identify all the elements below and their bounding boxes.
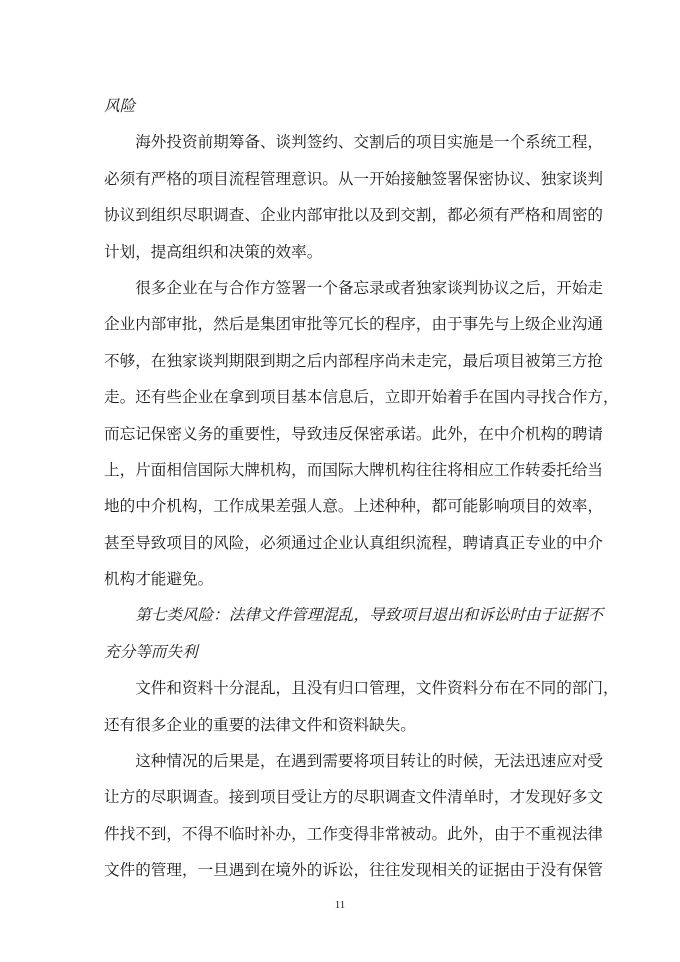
text-line: 必须有严格的项目流程管理意识。从一开始接触签署保密协议、独家谈判 [104, 169, 604, 188]
text-line: 协议到组织尽职调查、企业内部审批以及到交割，都必须有严格和周密的 [104, 206, 604, 225]
text-line: 海外投资前期筹备、谈判签约、交割后的项目实施是一个系统工程， [135, 133, 604, 152]
text-line: 不够，在独家谈判期限到期之后内部程序尚未走完，最后项目被第三方抢 [104, 351, 604, 370]
text-line: 走。还有些企业在拿到项目基本信息后，立即开始着手在国内寻找合作方， [104, 388, 619, 407]
page-number: 11 [334, 899, 346, 911]
text-line: 计划，提高组织和决策的效率。 [104, 242, 323, 261]
text-line: 甚至导致项目的风险，必须通过企业认真组织流程，聘请真正专业的中介 [104, 533, 604, 552]
text-line: 机构才能避免。 [104, 570, 214, 589]
text-line: 而忘记保密义务的重要性，导致违反保密承诺。此外，在中介机构的聘请 [104, 424, 604, 443]
text-line: 文件和资料十分混乱，且没有归口管理，文件资料分布在不同的部门， [135, 679, 619, 698]
section-heading-seventh-risk: 第七类风险：法律文件管理混乱，导致项目退出和诉讼时由于证据不 [135, 606, 603, 625]
text-line: 地的中介机构，工作成果差强人意。上述种种，都可能影响项目的效率， [104, 497, 604, 516]
text-line: 上，片面相信国际大牌机构，而国际大牌机构往往将相应工作转委托给当 [104, 460, 604, 479]
text-line: 让方的尽职调查。接到项目受让方的尽职调查文件清单时，才发现好多文 [104, 788, 604, 807]
section-heading-seventh-risk-cont: 充分等而失利 [104, 642, 198, 661]
text-line: 还有很多企业的重要的法律文件和资料缺失。 [104, 715, 416, 734]
text-line-risk-heading-end: 风险 [104, 97, 136, 115]
text-line: 这种情况的后果是，在遇到需要将项目转让的时候，无法迅速应对受 [135, 752, 604, 771]
text-line: 很多企业在与合作方签署一个备忘录或者独家谈判协议之后，开始走 [135, 278, 604, 297]
text-line: 企业内部审批，然后是集团审批等冗长的程序，由于事先与上级企业沟通 [104, 315, 604, 334]
text-line: 文件的管理，一旦遇到在境外的诉讼，往往发现相关的证据由于没有保管 [104, 861, 604, 880]
body-text [104, 88, 619, 889]
text-line: 件找不到，不得不临时补办，工作变得非常被动。此外，由于不重视法律 [104, 824, 604, 843]
